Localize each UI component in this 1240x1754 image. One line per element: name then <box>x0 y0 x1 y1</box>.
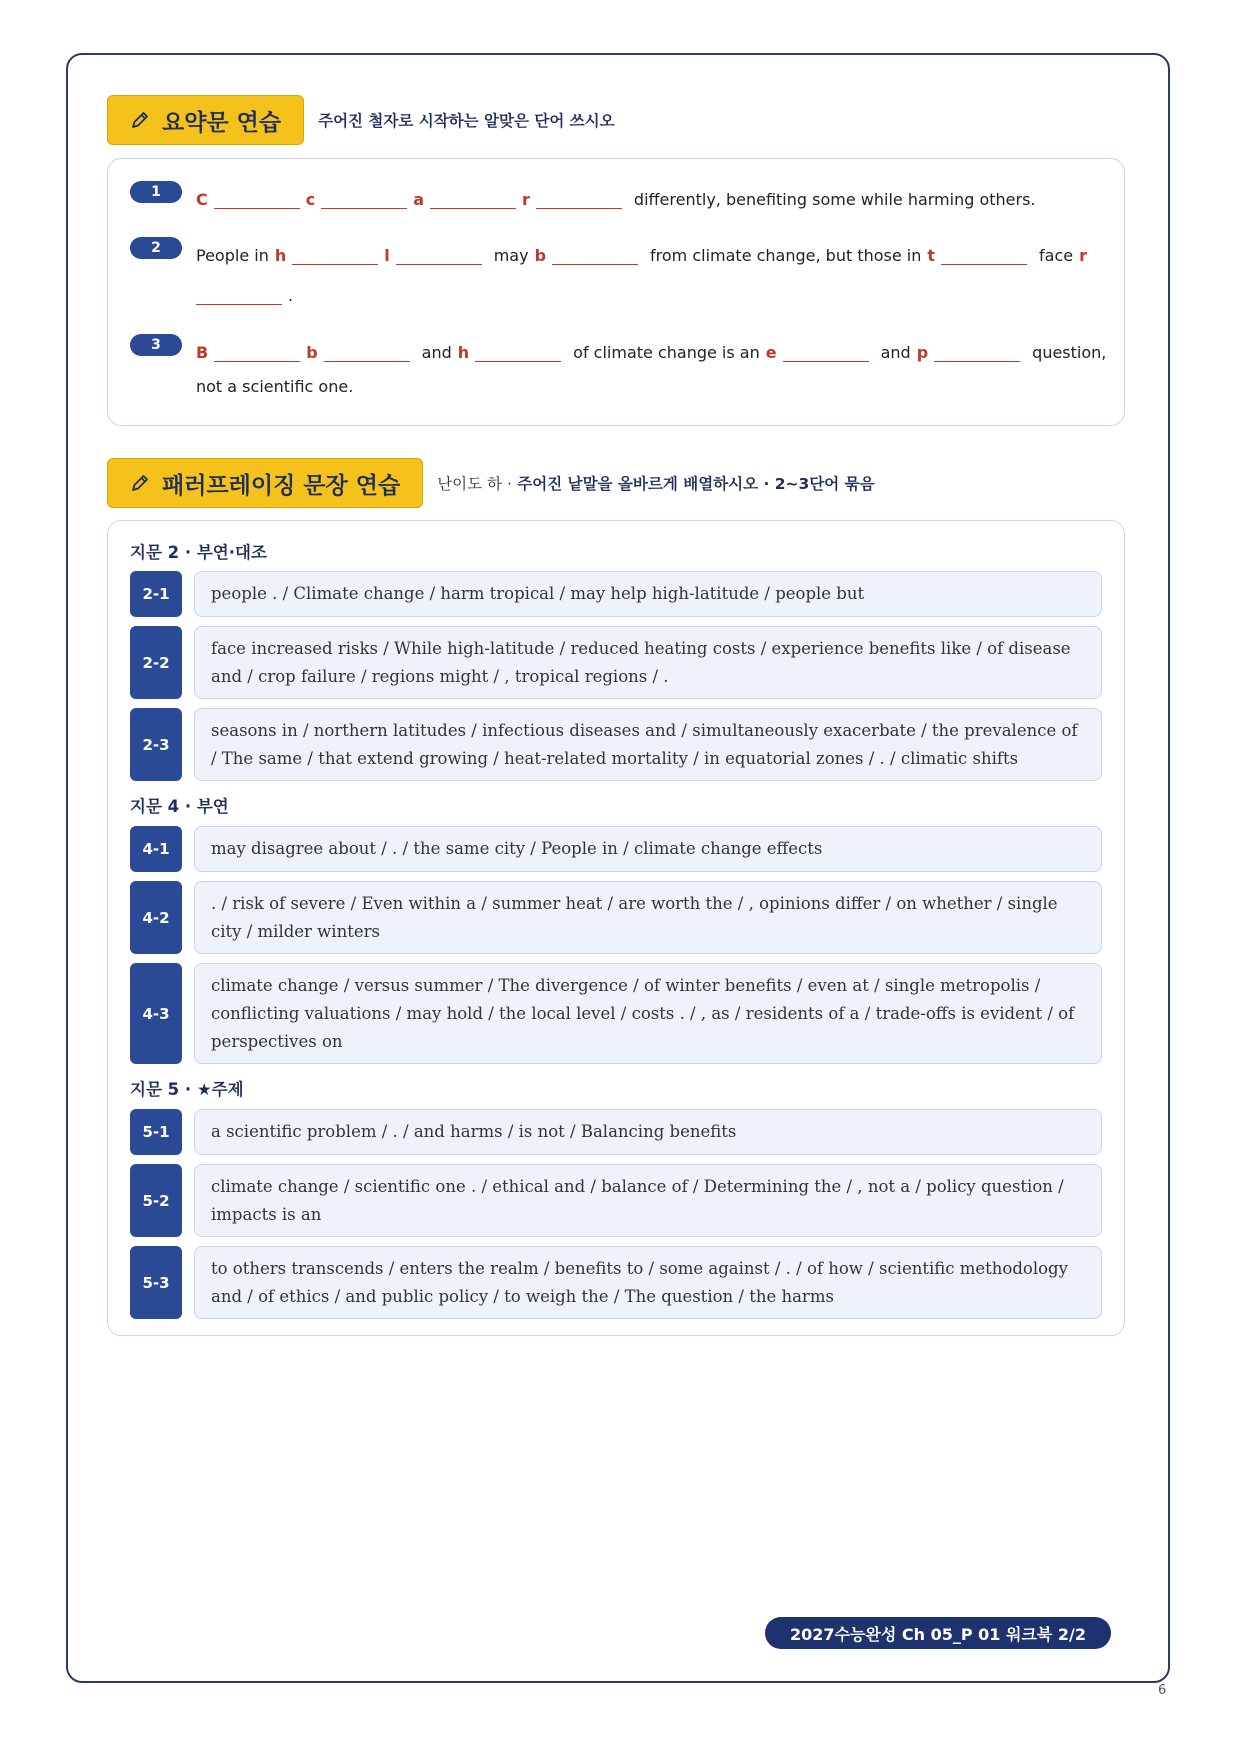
summary-box <box>107 158 1125 426</box>
summary-text: may <box>493 246 529 265</box>
item-number-badge: 2-1 <box>130 571 182 617</box>
scrambled-words-card[interactable] <box>194 626 1102 699</box>
paraphrase-instruction <box>437 472 874 494</box>
summary-text: question, <box>1032 343 1107 362</box>
scrambled-words-card[interactable] <box>194 1109 1102 1155</box>
initial-letter: e <box>765 343 777 362</box>
scrambled-words-card[interactable] <box>194 881 1102 954</box>
summary-text: of climate change is an <box>573 343 760 362</box>
scrambled-words-card[interactable] <box>194 963 1102 1064</box>
scrambled-words: climate change / versus summer / The divergence / of winter benefits / even at / single metropolis / conflicting valuations / may hold / the local level / costs . / , as / residents of a / trade-offs is evident / of perspectives on <box>211 975 1075 1051</box>
scrambled-words: . / risk of severe / Even within a / summer heat / are worth the / , opinions differ / on whether / single city / milder winters <box>211 893 1058 941</box>
summary-text: not a scientific one. <box>196 377 354 396</box>
summary-tag <box>107 95 304 145</box>
scrambled-words: seasons in / northern latitudes / infectious diseases and / simultaneously exacerbate / the prevalence of / The same / that extend growing / heat-related mortality / in equatorial zones / . / climatic shifts <box>211 720 1078 768</box>
item-number-badge: 5-1 <box>130 1109 182 1155</box>
item-number-badge: 4-1 <box>130 826 182 872</box>
pencil-icon <box>130 110 150 130</box>
initial-letter: B <box>196 343 209 362</box>
summary-text: and <box>421 343 452 362</box>
passage-group-title: 지문 5 · ★주제 <box>130 1080 244 1099</box>
scrambled-words-card[interactable] <box>194 571 1102 617</box>
initial-letter: h <box>457 343 470 362</box>
paraphrase-box <box>107 520 1125 1336</box>
answer-blank[interactable] <box>214 186 300 209</box>
summary-item-3-cont <box>196 366 353 396</box>
scrambled-words-card[interactable] <box>194 1164 1102 1237</box>
initial-letter: b <box>534 246 547 265</box>
initial-letter: l <box>384 246 390 265</box>
difficulty-label: 난이도 하 · <box>437 475 512 493</box>
summary-item-number: 1 <box>130 181 182 203</box>
answer-blank[interactable] <box>941 242 1027 265</box>
scrambled-words: to others transcends / enters the realm / benefits to / some against / . / of how / scientific methodology and / of ethics / and public policy / to weigh the / The question / the harms <box>211 1258 1068 1306</box>
answer-blank[interactable] <box>321 186 407 209</box>
summary-text: . <box>288 286 294 305</box>
item-number-badge: 5-3 <box>130 1246 182 1319</box>
workbook-footer-label: 2027수능완성 Ch 05_P 01 워크북 2/2 <box>765 1617 1111 1649</box>
paraphrase-section-header <box>107 458 875 508</box>
instruction-text: 주어진 낱말을 올바르게 배열하시오 · 2~3단어 묶음 <box>517 475 875 493</box>
summary-instruction: 주어진 철자로 시작하는 알맞은 단어 쓰시오 <box>318 112 615 130</box>
initial-letter: t <box>927 246 936 265</box>
initial-letter: a <box>413 190 425 209</box>
answer-blank[interactable] <box>396 242 482 265</box>
initial-letter: c <box>305 190 316 209</box>
scrambled-words: climate change / scientific one . / ethical and / balance of / Determining the / , not a / policy question / impacts is an <box>211 1176 1064 1224</box>
item-number-badge: 5-2 <box>130 1164 182 1237</box>
pencil-icon <box>130 473 150 493</box>
summary-item-number: 2 <box>130 237 182 259</box>
initial-letter: p <box>916 343 929 362</box>
item-number-badge: 4-2 <box>130 881 182 954</box>
summary-text: face <box>1039 246 1074 265</box>
answer-blank[interactable] <box>214 339 300 362</box>
initial-letter: b <box>306 343 318 362</box>
passage-group-title: 지문 4 · 부연 <box>130 797 229 816</box>
summary-text: differently, benefiting some while harming others. <box>633 190 1036 209</box>
scrambled-words-card[interactable] <box>194 1246 1102 1319</box>
scrambled-words-card[interactable] <box>194 708 1102 781</box>
scrambled-words: people . / Climate change / harm tropical / may help high-latitude / people but <box>211 584 865 603</box>
summary-item-number: 3 <box>130 334 182 356</box>
answer-blank[interactable] <box>324 339 410 362</box>
initial-letter: C <box>196 190 208 209</box>
page-number: 6 <box>1158 1683 1167 1698</box>
answer-blank[interactable] <box>196 282 282 305</box>
summary-item-2-cont <box>196 275 293 305</box>
answer-blank[interactable] <box>783 339 869 362</box>
scrambled-words: a scientific problem / . / and harms / is not / Balancing benefits <box>211 1122 737 1141</box>
item-number-badge: 4-3 <box>130 963 182 1064</box>
item-number-badge: 2-2 <box>130 626 182 699</box>
paraphrase-tag-label: 패러프레이징 문장 연습 <box>162 472 401 499</box>
summary-text: from climate change, but those in <box>650 246 922 265</box>
answer-blank[interactable] <box>475 339 561 362</box>
answer-blank[interactable] <box>536 186 622 209</box>
summary-text: and <box>880 343 911 362</box>
answer-blank[interactable] <box>430 186 516 209</box>
initial-letter: r <box>1079 246 1088 265</box>
paraphrase-tag <box>107 458 423 508</box>
summary-tag-label: 요약문 연습 <box>162 109 282 136</box>
passage-group-title: 지문 2 · 부연·대조 <box>130 543 267 562</box>
item-number-badge: 2-3 <box>130 708 182 781</box>
answer-blank[interactable] <box>292 242 378 265</box>
answer-blank[interactable] <box>934 339 1020 362</box>
initial-letter: r <box>522 190 530 209</box>
summary-item-2 <box>196 235 1089 265</box>
summary-section-header <box>107 95 615 145</box>
summary-item-3 <box>196 332 1112 362</box>
summary-text: People in <box>196 246 269 265</box>
answer-blank[interactable] <box>552 242 638 265</box>
scrambled-words-card[interactable] <box>194 826 1102 872</box>
summary-item-1 <box>196 179 1042 209</box>
scrambled-words: face increased risks / While high-latitude / reduced heating costs / experience benefits like / of disease and / crop failure / regions might / , tropical regions / . <box>211 638 1071 686</box>
initial-letter: h <box>274 246 287 265</box>
scrambled-words: may disagree about / . / the same city / People in / climate change effects <box>211 839 823 858</box>
